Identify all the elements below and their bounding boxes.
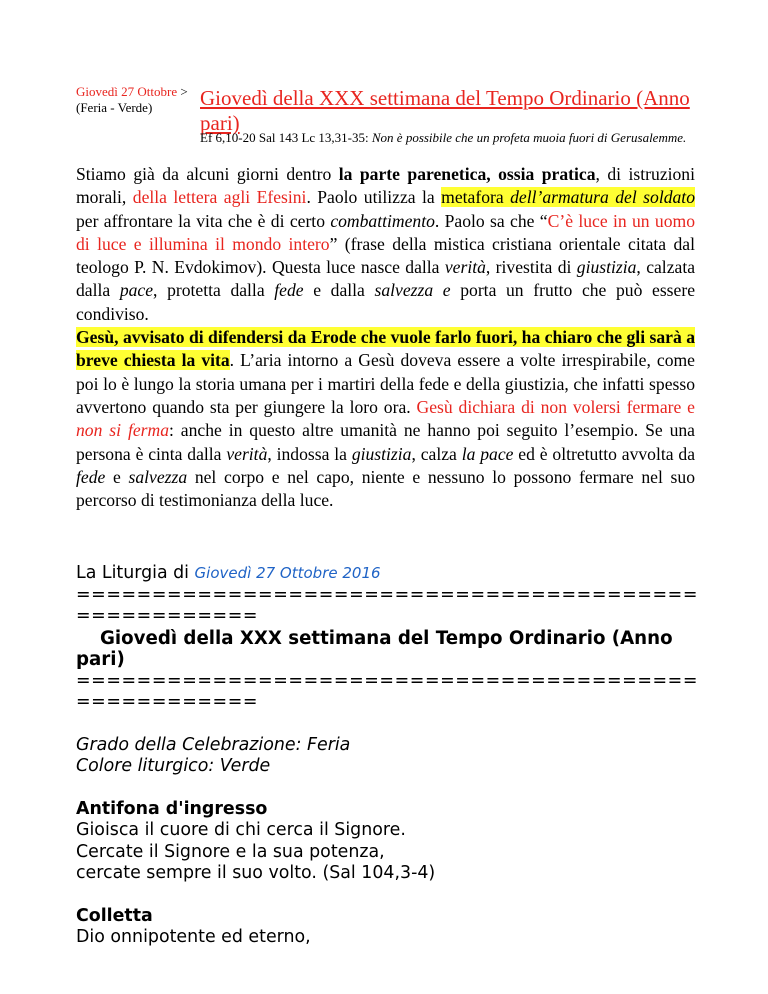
antifona-heading (76, 799, 716, 821)
readings-line (200, 130, 700, 146)
arrow-label: > (180, 84, 188, 99)
text-run: , protetta dalla (153, 280, 275, 301)
grado-text: Grado della Celebrazione: Feria (76, 734, 351, 755)
antifona-heading-text: Antifona d'ingresso (76, 798, 268, 819)
antifona-line: cercate sempre il suo volto. (Sal 104,3-4) (76, 863, 436, 883)
text-run: per affrontare la vita che è di certo (76, 210, 331, 231)
text-run: , calzata dalla (76, 257, 696, 301)
page-title: Giovedì della XXX settimana del Tempo Ordinario (Anno pari) (200, 86, 690, 135)
text-run: . Paolo sa che “ (434, 210, 548, 231)
text-run: , di istruzioni morali, (76, 164, 695, 208)
readings-quote: Non è possibile che un profeta muoia fuori di Gerusalemme. (371, 130, 687, 145)
text-run: ed è oltretutto avvolta da (513, 443, 696, 464)
text-run: . L’aria intorno a Gesù doveva essere a volte irrespirabile, come poi lo è lungo la storia umana per i martiri della fede e della giustizia, che infatti spesso avvertono quando sta per giungere la loro ora. (76, 350, 695, 417)
italic-run: verità (444, 257, 486, 278)
feria-label: (Feria - Verde) (76, 100, 153, 115)
antifona-line: Cercate il Signore e la sua potenza, (76, 841, 385, 862)
highlight-bold-run: Gesù, avvisato di difendersi da Erode che vuole farlo fuori, ha chiaro che gli sarà a breve chiesta la vita (76, 327, 695, 371)
commentary-paragraph-1 (76, 163, 695, 326)
italic-run: giustizia (576, 257, 637, 278)
text-run: ” (frase della mistica cristiana orientale citata dal teologo P. N. Evdokimov). Questa luce nasce dalla (76, 233, 696, 278)
liturgy-section (76, 563, 716, 949)
highlight-italic-run: dell’armatura del soldato (510, 187, 695, 208)
antifona-line: Gioisca il cuore di chi cerca il Signore. (76, 820, 406, 840)
colore-text: Colore liturgico: Verde (76, 756, 271, 776)
date-header (76, 84, 188, 116)
red-run: della lettera agli Efesini (132, 187, 307, 208)
separator-line: ============ (76, 606, 259, 626)
commentary-paragraph-2 (76, 326, 695, 512)
text-run: Stiamo già da alcuni giorni dentro (76, 164, 339, 184)
liturgy-date-link[interactable]: Giovedì 27 Ottobre 2016 (194, 564, 381, 582)
colletta-heading (76, 906, 716, 928)
readings-refs: Ef 6,10-20 Sal 143 Lc 13,31-35: (200, 130, 369, 145)
italic-run: la pace (461, 443, 514, 464)
italic-run: fede (274, 280, 304, 301)
colletta-heading-text: Colletta (76, 905, 153, 926)
italic-run: verità (226, 443, 268, 464)
separator-line: ============ (76, 692, 259, 712)
text-run: , rivestita di (485, 257, 577, 278)
grado-celebrazione (76, 735, 716, 757)
separator-line: ========================================= (76, 670, 699, 691)
colore-liturgico (76, 756, 716, 778)
italic-run: giustizia (351, 443, 412, 464)
italic-run: fede (76, 466, 106, 487)
red-run: Gesù dichiara di non volersi fermare e (416, 396, 695, 417)
italic-run: salvezza e (374, 280, 451, 301)
date-label: Giovedì 27 Ottobre (76, 84, 178, 99)
liturgy-title: Giovedì della XXX settimana del Tempo Ordinario (Anno pari) (76, 627, 673, 670)
highlight-run: metafora (441, 187, 511, 208)
text-run: , calza (411, 443, 462, 464)
text-run: porta un frutto che può essere condiviso. (76, 280, 695, 324)
text-run: e dalla (303, 280, 375, 301)
text-run: e (105, 466, 129, 487)
text-run: nel corpo e nel capo, niente e nessuno lo possono fermare nel suo percorso di testimonianza della luce. (76, 466, 695, 511)
bold-run: la parte parenetica, ossia pratica (338, 164, 596, 184)
red-quote: C’è luce in un uomo di luce e illumina il mondo intero (76, 210, 696, 254)
italic-run: combattimento (330, 210, 435, 231)
liturgy-intro: La Liturgia di (76, 563, 195, 583)
italic-run: salvezza (128, 466, 188, 487)
liturgy-intro-line (76, 563, 716, 585)
italic-run: pace (119, 280, 154, 301)
colletta-line: Dio onnipotente ed eterno, (76, 927, 311, 947)
date-line (76, 84, 188, 100)
text-run: : anche in questo altre umanità ne hanno poi seguito l’esempio. Se una persona è cinta dalla (76, 420, 695, 464)
text-run: , indossa la (267, 443, 352, 464)
red-italic-run: non si ferma (76, 420, 169, 441)
separator-line: ========================================= (76, 584, 699, 605)
text-run: . Paolo utilizza la (306, 187, 442, 208)
commentary (76, 163, 695, 512)
